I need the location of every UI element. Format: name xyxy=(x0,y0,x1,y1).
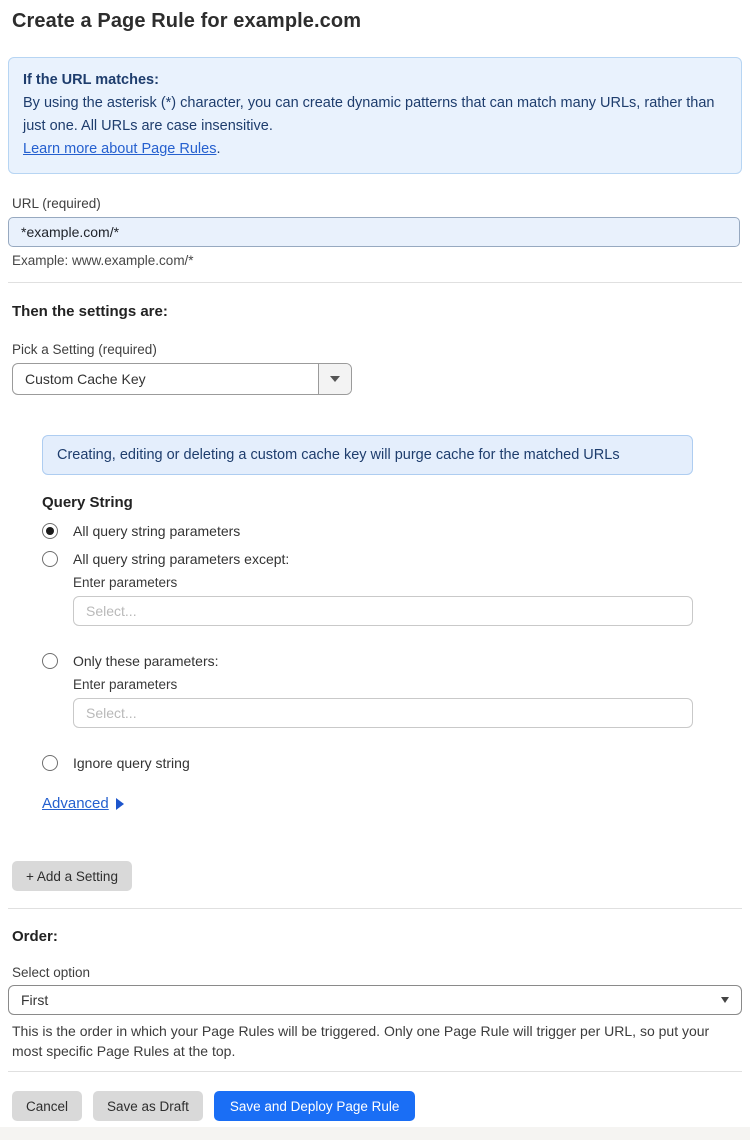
radio-label: Only these parameters: xyxy=(73,653,219,669)
enter-parameters-label: Enter parameters xyxy=(73,677,178,692)
radio-icon[interactable] xyxy=(42,523,58,539)
cancel-button[interactable]: Cancel xyxy=(12,1091,82,1121)
radio-icon[interactable] xyxy=(42,551,58,567)
order-heading: Order: xyxy=(12,928,58,945)
order-select-value: First xyxy=(21,992,49,1008)
setting-detail-section xyxy=(42,435,750,812)
learn-more-link[interactable]: Learn more about Page Rules xyxy=(23,141,217,157)
footer-buttons xyxy=(12,1091,750,1121)
radio-label: All query string parameters xyxy=(73,523,241,539)
save-as-draft-button[interactable]: Save as Draft xyxy=(93,1091,203,1121)
bottom-strip xyxy=(0,1127,750,1140)
pick-setting-label: Pick a Setting (required) xyxy=(12,342,157,357)
advanced-row xyxy=(42,795,750,812)
learn-more-link-suffix: . xyxy=(216,141,221,157)
except-parameters-input[interactable] xyxy=(73,596,693,626)
radio-option-all-params[interactable] xyxy=(42,523,750,539)
info-box-heading: If the URL matches: xyxy=(23,72,159,88)
only-parameters-block xyxy=(73,677,750,728)
setting-select-value: Custom Cache Key xyxy=(25,371,146,387)
add-setting-button[interactable]: + Add a Setting xyxy=(12,861,132,891)
section-divider xyxy=(8,908,742,909)
radio-option-ignore-query[interactable] xyxy=(42,755,750,771)
radio-icon[interactable] xyxy=(42,653,58,669)
info-link-row xyxy=(23,138,727,161)
cache-key-notice: Creating, editing or deleting a custom cache key will purge cache for the matched URLs xyxy=(42,435,693,475)
order-help-text: This is the order in which your Page Rules will be triggered. Only one Page Rule will trigger per URL, so put your most specific Page Rules at the top. xyxy=(12,1023,710,1059)
url-input[interactable] xyxy=(8,217,740,247)
triangle-right-icon xyxy=(116,798,124,810)
radio-label: Ignore query string xyxy=(73,755,190,771)
chevron-down-icon xyxy=(330,376,340,382)
page-title: Create a Page Rule for example.com xyxy=(12,10,362,32)
save-and-deploy-button[interactable]: Save and Deploy Page Rule xyxy=(214,1091,416,1121)
section-divider xyxy=(8,282,742,283)
query-string-heading: Query String xyxy=(42,494,133,511)
chevron-down-icon xyxy=(721,997,729,1003)
order-select[interactable] xyxy=(8,985,742,1015)
url-label: URL (required) xyxy=(12,196,101,211)
radio-option-only-these[interactable] xyxy=(42,653,750,669)
except-parameters-block xyxy=(73,575,750,626)
url-match-info-box xyxy=(8,57,742,174)
radio-icon[interactable] xyxy=(42,755,58,771)
radio-label: All query string parameters except: xyxy=(73,551,290,567)
advanced-link[interactable]: Advanced xyxy=(42,795,109,812)
setting-select[interactable] xyxy=(12,363,352,395)
settings-heading: Then the settings are: xyxy=(12,303,168,320)
section-divider xyxy=(8,1071,742,1072)
only-parameters-input[interactable] xyxy=(73,698,693,728)
order-select-label: Select option xyxy=(12,965,91,980)
radio-option-all-except[interactable] xyxy=(42,551,750,567)
info-box-body: By using the asterisk (*) character, you can create dynamic patterns that can match many URLs, rather than just one. All URLs are case insensitive. xyxy=(23,95,715,134)
enter-parameters-label: Enter parameters xyxy=(73,575,178,590)
create-page-rule-form xyxy=(0,10,750,1140)
url-example-text: Example: www.example.com/* xyxy=(12,253,194,268)
setting-select-arrow-button[interactable] xyxy=(318,364,351,394)
